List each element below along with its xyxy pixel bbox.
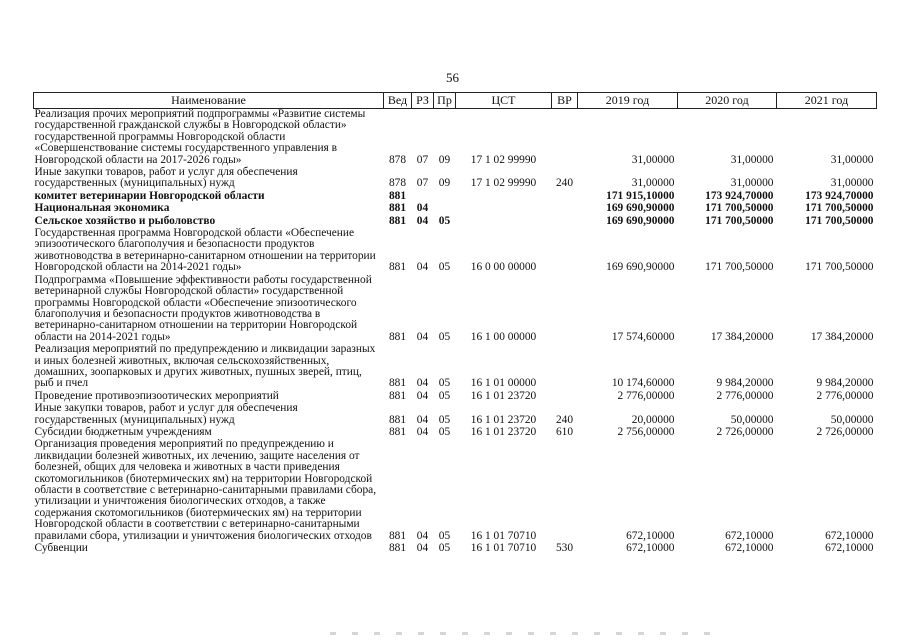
table-row <box>34 228 877 275</box>
row-2019: 171 915,10000 <box>606 189 675 202</box>
row-2021: 173 924,70000 <box>805 189 874 202</box>
row-ved: 881 <box>388 189 407 202</box>
row-pr: 05 <box>438 261 451 274</box>
row-2020: 171 700,50000 <box>705 214 774 227</box>
row-2021: 31,00000 <box>830 177 874 190</box>
row-name: Субвенции <box>34 542 88 555</box>
row-ved: 881 <box>388 261 407 274</box>
table-row <box>34 109 877 168</box>
row-2019: 10 174,60000 <box>611 377 675 390</box>
row-rz: 04 <box>416 202 429 215</box>
row-pr: 05 <box>438 377 451 390</box>
row-vr: 240 <box>555 177 574 190</box>
row-name: Иные закупки товаров, работ и услуг для обеспечения государственных (муниципальных) нужд <box>34 166 298 190</box>
row-ved: 881 <box>388 413 407 426</box>
row-pr <box>434 203 456 215</box>
row-vr <box>552 344 578 391</box>
row-cst: 16 1 01 00000 <box>470 377 537 390</box>
row-vr <box>552 203 578 215</box>
row-rz: 04 <box>416 425 429 438</box>
row-2019: 31,00000 <box>631 177 675 190</box>
row-name: Государственная программа Новгородской области «Обеспечение эпизоотического благополучия и безопасности продуктов животноводства в ветеринарно-санитарном отношении на территории Новгородской области на 2014-2021 годы» <box>34 227 376 274</box>
row-2021: 171 700,50000 <box>805 202 874 215</box>
row-name: Национальная экономика <box>34 202 170 215</box>
table-row <box>34 275 877 344</box>
row-rz: 04 <box>416 542 429 555</box>
table-row <box>34 439 877 543</box>
col-header-2020: 2020 год <box>678 93 777 109</box>
row-2021: 171 700,50000 <box>805 214 874 227</box>
col-header-vr: ВР <box>552 93 578 109</box>
row-2019: 672,10000 <box>626 529 675 542</box>
row-vr: 530 <box>555 542 574 555</box>
row-pr: 05 <box>438 413 451 426</box>
col-header-2019: 2019 год <box>578 93 678 109</box>
row-name: Сельское хозяйство и рыболовство <box>34 214 216 227</box>
row-2021: 50,00000 <box>830 413 874 426</box>
row-name: Проведение противоэпизоотических мероприятий <box>34 389 279 402</box>
row-vr <box>552 439 578 543</box>
row-pr: 09 <box>438 177 451 190</box>
row-2019: 169 690,90000 <box>606 202 675 215</box>
row-2019: 20,00000 <box>631 413 675 426</box>
row-2020: 173 924,70000 <box>705 189 774 202</box>
row-rz: 07 <box>416 153 429 166</box>
row-2021: 31,00000 <box>830 153 874 166</box>
row-2019: 169 690,90000 <box>606 214 675 227</box>
table-body <box>34 109 877 556</box>
scan-artifact <box>330 632 710 635</box>
row-vr <box>552 228 578 275</box>
row-rz: 04 <box>416 330 429 343</box>
row-rz: 04 <box>416 214 429 227</box>
row-2021: 2 726,00000 <box>816 425 874 438</box>
row-2019: 31,00000 <box>631 153 675 166</box>
row-cst <box>456 191 552 203</box>
row-rz: 04 <box>416 377 429 390</box>
row-vr <box>552 191 578 203</box>
row-2021: 672,10000 <box>825 542 874 555</box>
row-2021: 2 776,00000 <box>816 389 874 402</box>
row-name: комитет ветеринарии Новгородской области <box>34 189 265 202</box>
row-2020: 672,10000 <box>725 542 774 555</box>
row-2021: 9 984,20000 <box>816 377 874 390</box>
row-pr: 05 <box>438 214 451 227</box>
col-header-ved: Вед <box>384 93 412 109</box>
row-name: Иные закупки товаров, работ и услуг для обеспечения государственных (муниципальных) нужд <box>34 402 298 426</box>
row-cst <box>456 203 552 215</box>
row-rz: 07 <box>416 177 429 190</box>
row-2020: 2 726,00000 <box>716 425 774 438</box>
row-vr: 240 <box>555 413 574 426</box>
table-row <box>34 203 877 215</box>
row-ved: 881 <box>388 377 407 390</box>
row-ved: 878 <box>388 177 407 190</box>
table-row <box>34 167 877 191</box>
col-header-cst: ЦСТ <box>456 93 552 109</box>
row-cst: 16 1 01 23720 <box>470 389 537 402</box>
row-pr <box>434 191 456 203</box>
row-cst: 16 1 00 00000 <box>470 330 537 343</box>
row-vr <box>552 275 578 344</box>
row-pr: 05 <box>438 425 451 438</box>
col-header-pr: Пр <box>434 93 456 109</box>
row-2019: 2 756,00000 <box>617 425 675 438</box>
row-ved: 881 <box>388 529 407 542</box>
row-vr <box>552 109 578 168</box>
row-2020: 31,00000 <box>730 177 774 190</box>
row-pr: 05 <box>438 542 451 555</box>
row-vr <box>552 216 578 228</box>
table-header-row <box>34 93 877 109</box>
row-2019: 169 690,90000 <box>606 261 675 274</box>
row-cst <box>456 216 552 228</box>
row-cst: 17 1 02 99990 <box>470 153 537 166</box>
table-row <box>34 543 877 555</box>
row-2020: 2 776,00000 <box>716 389 774 402</box>
row-rz: 04 <box>416 261 429 274</box>
row-vr: 610 <box>555 425 574 438</box>
row-cst: 16 1 01 70710 <box>470 542 537 555</box>
table-row <box>34 344 877 391</box>
row-2019: 17 574,60000 <box>611 330 675 343</box>
row-2020: 171 700,50000 <box>705 202 774 215</box>
row-cst: 16 1 01 23720 <box>470 425 537 438</box>
row-2021: 171 700,50000 <box>805 261 874 274</box>
row-pr: 05 <box>438 389 451 402</box>
page-number: 56 <box>446 70 459 85</box>
row-2021: 17 384,20000 <box>810 330 874 343</box>
row-cst: 16 0 00 00000 <box>470 261 537 274</box>
row-vr <box>552 391 578 403</box>
row-ved: 881 <box>388 330 407 343</box>
row-2020: 672,10000 <box>725 529 774 542</box>
row-rz: 04 <box>416 389 429 402</box>
row-pr: 09 <box>438 153 451 166</box>
row-ved: 881 <box>388 202 407 215</box>
row-name: Реализация мероприятий по предупреждению и ликвидации заразных и иных болезней животных, включая сельскохозяйственных, домашних, зоопарковых и других животных, пушных зверей, птиц, рыб и пчел <box>34 343 376 390</box>
row-2019: 672,10000 <box>626 542 675 555</box>
row-ved: 878 <box>388 153 407 166</box>
row-cst: 17 1 02 99990 <box>470 177 537 190</box>
row-name: Субсидии бюджетным учреждениям <box>34 425 212 438</box>
row-name: Подпрограмма «Повышение эффективности работы государственной ветеринарной службы Новгородской области» государственной программы Новгородской области «Обеспечение эпизоотического благополучия и безопасности продуктов животноводства в ветеринарно-санитарном отношении на территории Новгородской области на 2014-2021 годы» <box>34 273 372 343</box>
row-2019: 2 776,00000 <box>617 389 675 402</box>
row-2020: 17 384,20000 <box>710 330 774 343</box>
row-rz: 04 <box>416 529 429 542</box>
row-2020: 9 984,20000 <box>716 377 774 390</box>
col-header-rz: РЗ <box>412 93 434 109</box>
row-rz: 04 <box>416 413 429 426</box>
row-ved: 881 <box>388 214 407 227</box>
table-row <box>34 403 877 427</box>
row-cst: 16 1 01 70710 <box>470 529 537 542</box>
col-header-name: Наименование <box>34 93 384 109</box>
row-cst: 16 1 01 23720 <box>470 413 537 426</box>
row-name: Организация проведения мероприятий по предупреждению и ликвидации болезней животных, их лечению, защите населения от болезней, общих для человека и животных в части приведения скотомогильников (биотермических ям) на территории Новгородской области в соответствие с ветеринарно-санитарными правилами сбора, утилизации и уничтожения биологических отходов, а также содержания скотомогильников (биотермических ям) на территории Новгородской области в соответствии с ветеринарно-санитарными правилами сбора, утилизации и уничтожения биологических отходов <box>34 438 377 542</box>
row-name: Реализация прочих мероприятий подпрограммы «Развитие системы государственной гражданской службы в Новгородской области» государственной программы Новгородской области «Совершенствование системы государственного управления в Новгородской области на 2017-2026 годы» <box>34 108 366 166</box>
col-header-2021: 2021 год <box>777 93 877 109</box>
row-ved: 881 <box>388 542 407 555</box>
row-2021: 672,10000 <box>825 529 874 542</box>
row-pr: 05 <box>438 529 451 542</box>
row-ved: 881 <box>388 389 407 402</box>
row-2020: 31,00000 <box>730 153 774 166</box>
row-2020: 50,00000 <box>730 413 774 426</box>
row-2020: 171 700,50000 <box>705 261 774 274</box>
budget-table <box>33 92 877 555</box>
row-pr: 05 <box>438 330 451 343</box>
row-ved: 881 <box>388 425 407 438</box>
